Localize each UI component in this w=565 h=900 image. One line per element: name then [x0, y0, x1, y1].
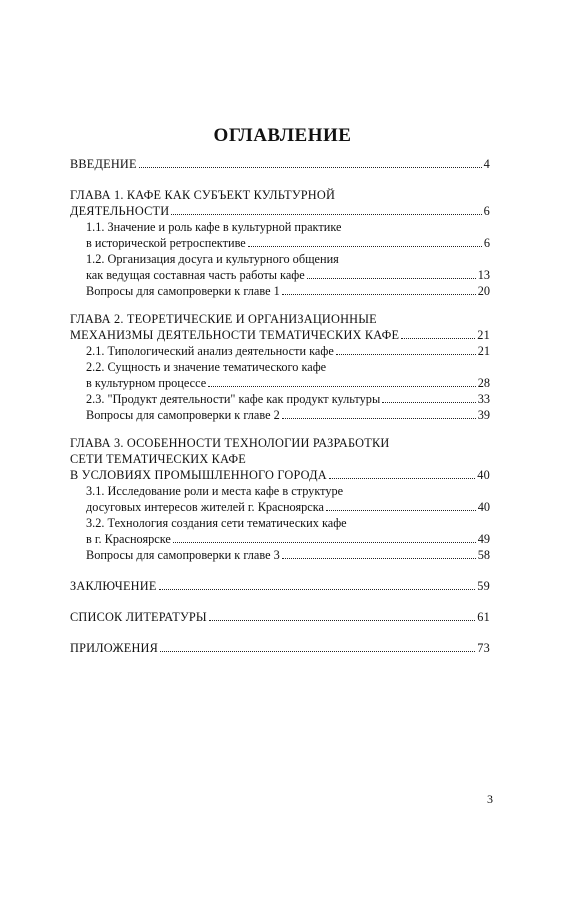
toc-page: 21 [477, 328, 490, 342]
section-1-2-line: 1.2. Организация досуга и культурного общения [86, 252, 339, 266]
toc-entry-literature [70, 609, 490, 625]
toc-entry-chapter-1 [70, 203, 490, 219]
section-3-1-line: 3.1. Исследование роли и места кафе в структуре [86, 484, 344, 498]
toc-page: 6 [483, 204, 490, 218]
toc-page: 13 [477, 268, 490, 282]
chapter-2-heading: ГЛАВА 2. ТЕОРЕТИЧЕСКИЕ И ОРГАНИЗАЦИОННЫЕ [70, 312, 377, 326]
toc-page: 20 [477, 284, 490, 298]
toc-page: 40 [477, 468, 490, 482]
toc-page: 33 [477, 392, 490, 406]
toc-entry-section-1-1 [86, 235, 490, 251]
chapter-3-heading: ГЛАВА 3. ОСОБЕННОСТИ ТЕХНОЛОГИИ РАЗРАБОТКИ [70, 436, 390, 450]
leader-dots [209, 619, 475, 621]
toc-page: 28 [477, 376, 490, 390]
leader-dots [160, 650, 475, 652]
toc-page: 39 [477, 408, 490, 422]
toc-entry-section-2-3 [86, 391, 490, 407]
toc-label: ВВЕДЕНИЕ [70, 157, 137, 171]
toc-entry-section-3-1 [86, 499, 490, 515]
toc-entry-appendix [70, 640, 490, 656]
toc-label: СПИСОК ЛИТЕРАТУРЫ [70, 610, 207, 624]
table-of-contents [70, 156, 490, 656]
leader-dots [282, 293, 476, 295]
toc-entry-questions-1 [86, 283, 490, 299]
toc-label: Вопросы для самопроверки к главе 1 [86, 284, 280, 298]
section-1-1-line: 1.1. Значение и роль кафе в культурной практике [86, 220, 342, 234]
leader-dots [208, 385, 476, 387]
page-number: 3 [487, 792, 493, 806]
toc-entry-section-2-2 [86, 375, 490, 391]
leader-dots [171, 213, 481, 215]
toc-label: Вопросы для самопроверки к главе 3 [86, 548, 280, 562]
toc-entry-section-1-2 [86, 267, 490, 283]
toc-label: как ведущая составная часть работы кафе [86, 268, 305, 282]
chapter-1-heading: ГЛАВА 1. КАФЕ КАК СУБЪЕКТ КУЛЬТУРНОЙ [70, 188, 336, 202]
leader-dots [382, 401, 476, 403]
leader-dots [173, 541, 476, 543]
toc-entry-section-2-1 [86, 343, 490, 359]
toc-entry-chapter-3 [70, 467, 490, 483]
toc-entry-questions-3 [86, 547, 490, 563]
toc-page: 4 [483, 157, 490, 171]
leader-dots [307, 277, 476, 279]
leader-dots [139, 166, 482, 168]
toc-label: 2.1. Типологический анализ деятельности кафе [86, 344, 334, 358]
chapter-3-heading-line-2: СЕТИ ТЕМАТИЧЕСКИХ КАФЕ [70, 452, 247, 466]
toc-entry-intro [70, 156, 490, 172]
toc-page: 61 [477, 610, 490, 624]
leader-dots [282, 417, 476, 419]
toc-page: 73 [477, 641, 490, 655]
toc-page: 6 [483, 236, 490, 250]
toc-label: 2.3. "Продукт деятельности" кафе как продукт культуры [86, 392, 381, 406]
toc-label: ЗАКЛЮЧЕНИЕ [70, 579, 157, 593]
toc-label: ПРИЛОЖЕНИЯ [70, 641, 159, 655]
leader-dots [329, 477, 475, 479]
leader-dots [248, 245, 482, 247]
toc-entry-section-3-2 [86, 531, 490, 547]
toc-label: ДЕЯТЕЛЬНОСТИ [70, 204, 170, 218]
toc-entry-conclusion [70, 578, 490, 594]
toc-entry-chapter-2 [70, 327, 490, 343]
toc-entry-questions-2 [86, 407, 490, 423]
toc-page: 40 [477, 500, 490, 514]
toc-label: в культурном процессе [86, 376, 207, 390]
section-2-2-line: 2.2. Сущность и значение тематического кафе [86, 360, 327, 374]
toc-label: МЕХАНИЗМЫ ДЕЯТЕЛЬНОСТИ ТЕМАТИЧЕСКИХ КАФЕ [70, 328, 400, 342]
leader-dots [336, 353, 476, 355]
toc-page: 49 [477, 532, 490, 546]
toc-label: в г. Красноярске [86, 532, 171, 546]
toc-page: 59 [477, 579, 490, 593]
toc-label: досуговых интересов жителей г. Красноярска [86, 500, 324, 514]
toc-label: в исторической ретроспективе [86, 236, 246, 250]
leader-dots [401, 337, 475, 339]
toc-label: В УСЛОВИЯХ ПРОМЫШЛЕННОГО ГОРОДА [70, 468, 327, 482]
leader-dots [282, 557, 476, 559]
section-3-2-line: 3.2. Технология создания сети тематических кафе [86, 516, 347, 530]
toc-label: Вопросы для самопроверки к главе 2 [86, 408, 280, 422]
page-title: ОГЛАВЛЕНИЕ [213, 125, 352, 146]
leader-dots [159, 588, 476, 590]
toc-page: 58 [477, 548, 490, 562]
toc-page: 21 [477, 344, 490, 358]
leader-dots [326, 509, 476, 511]
